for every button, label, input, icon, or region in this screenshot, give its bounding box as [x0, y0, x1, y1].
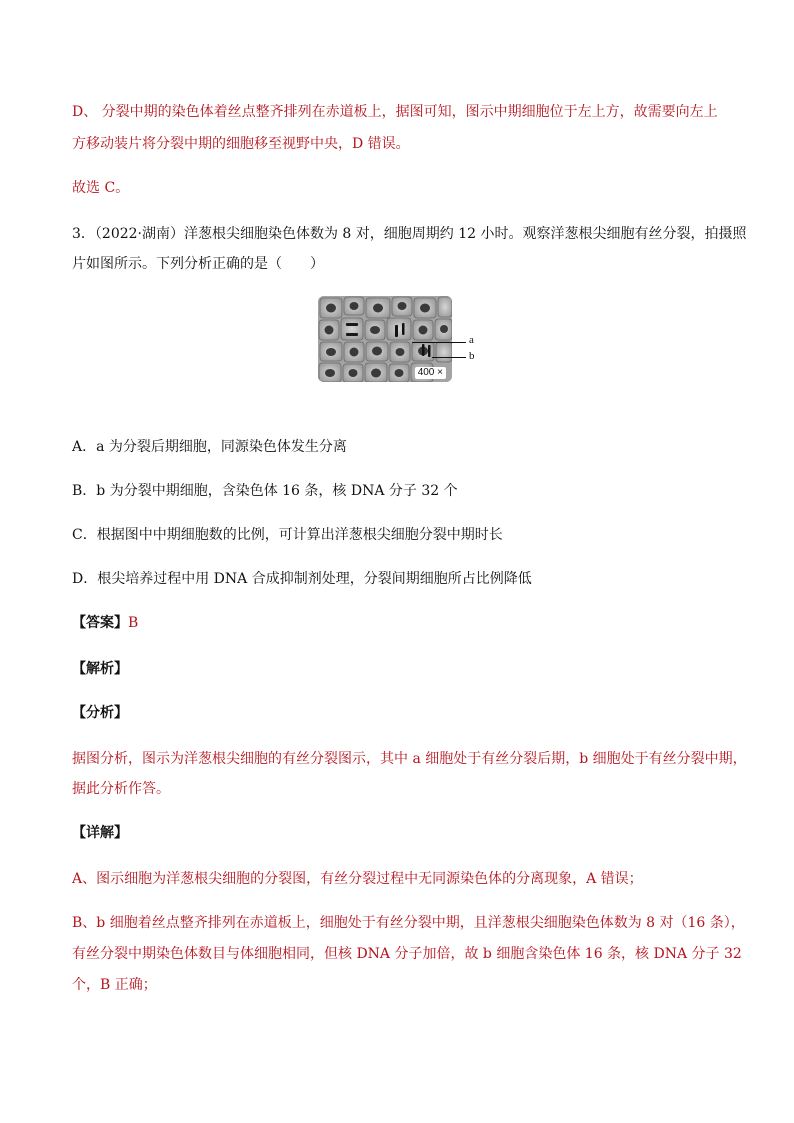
- figure-label-a: a: [469, 334, 474, 346]
- answer-label: 【答案】: [72, 615, 128, 631]
- pointer-line-b: [432, 357, 466, 358]
- onion-root-tip-micrograph: [318, 296, 452, 382]
- detail-option-b-line1: B、b 细胞着丝点整齐排列在赤道板上，细胞处于有丝分裂中期，且洋葱根尖细胞染色体数为 8 对（16 条），: [72, 915, 745, 931]
- magnification-label: 400 ×: [415, 367, 446, 379]
- figure-label-b: b: [469, 350, 475, 362]
- detail-option-b-line3: 个，B 正确；: [72, 977, 157, 993]
- option-c: C．根据图中中期细胞数的比例，可计算出洋葱根尖细胞分裂中期时长: [72, 527, 503, 543]
- answer-value: B: [128, 615, 139, 631]
- analysis-section-heading: 【解析】: [72, 661, 128, 677]
- option-d: D．根尖培养过程中用 DNA 合成抑制剂处理，分裂间期细胞所占比例降低: [72, 571, 532, 587]
- detail-option-b-line2: 有丝分裂中期染色体数目与体细胞相同，但核 DNA 分子加倍，故 b 细胞含染色体 16 条，核 DNA 分子 32: [72, 946, 742, 962]
- option-a: A．a 为分裂后期细胞，同源染色体发生分离: [72, 439, 347, 455]
- analysis-line2: 据此分析作答。: [72, 781, 170, 797]
- option-b: B．b 为分裂中期细胞，含染色体 16 条，核 DNA 分子 32 个: [72, 483, 458, 499]
- explanation-option-d-line2: 方移动装片将分裂中期的细胞移至视野中央，D 错误。: [72, 136, 410, 152]
- analysis-line1: 据图分析，图示为洋葱根尖细胞的有丝分裂图示，其中 a 细胞处于有丝分裂后期，b 细胞处于有丝分裂中期，: [72, 751, 747, 767]
- question-stem-line1: 3．（2022·湖南）洋葱根尖细胞染色体数为 8 对，细胞周期约 12 小时。观察洋葱根尖细胞有丝分裂，拍摄照: [72, 226, 747, 242]
- answer-line: [72, 613, 138, 633]
- analysis-heading: 【分析】: [72, 705, 128, 721]
- explanation-option-d-line1: D、 分裂中期的染色体着丝点整齐排列在赤道板上，据图可知，图示中期细胞位于左上方，故需要向左上: [72, 104, 718, 120]
- pointer-line-a: [412, 342, 466, 343]
- question-stem-line2: 片如图所示。下列分析正确的是（ ）: [72, 256, 324, 272]
- detail-option-a: A、图示细胞为洋葱根尖细胞的分裂图，有丝分裂过程中无同源染色体的分离现象，A 错误；: [72, 871, 643, 887]
- explanation-conclusion: 故选 C。: [72, 180, 130, 196]
- detail-heading: 【详解】: [72, 825, 128, 841]
